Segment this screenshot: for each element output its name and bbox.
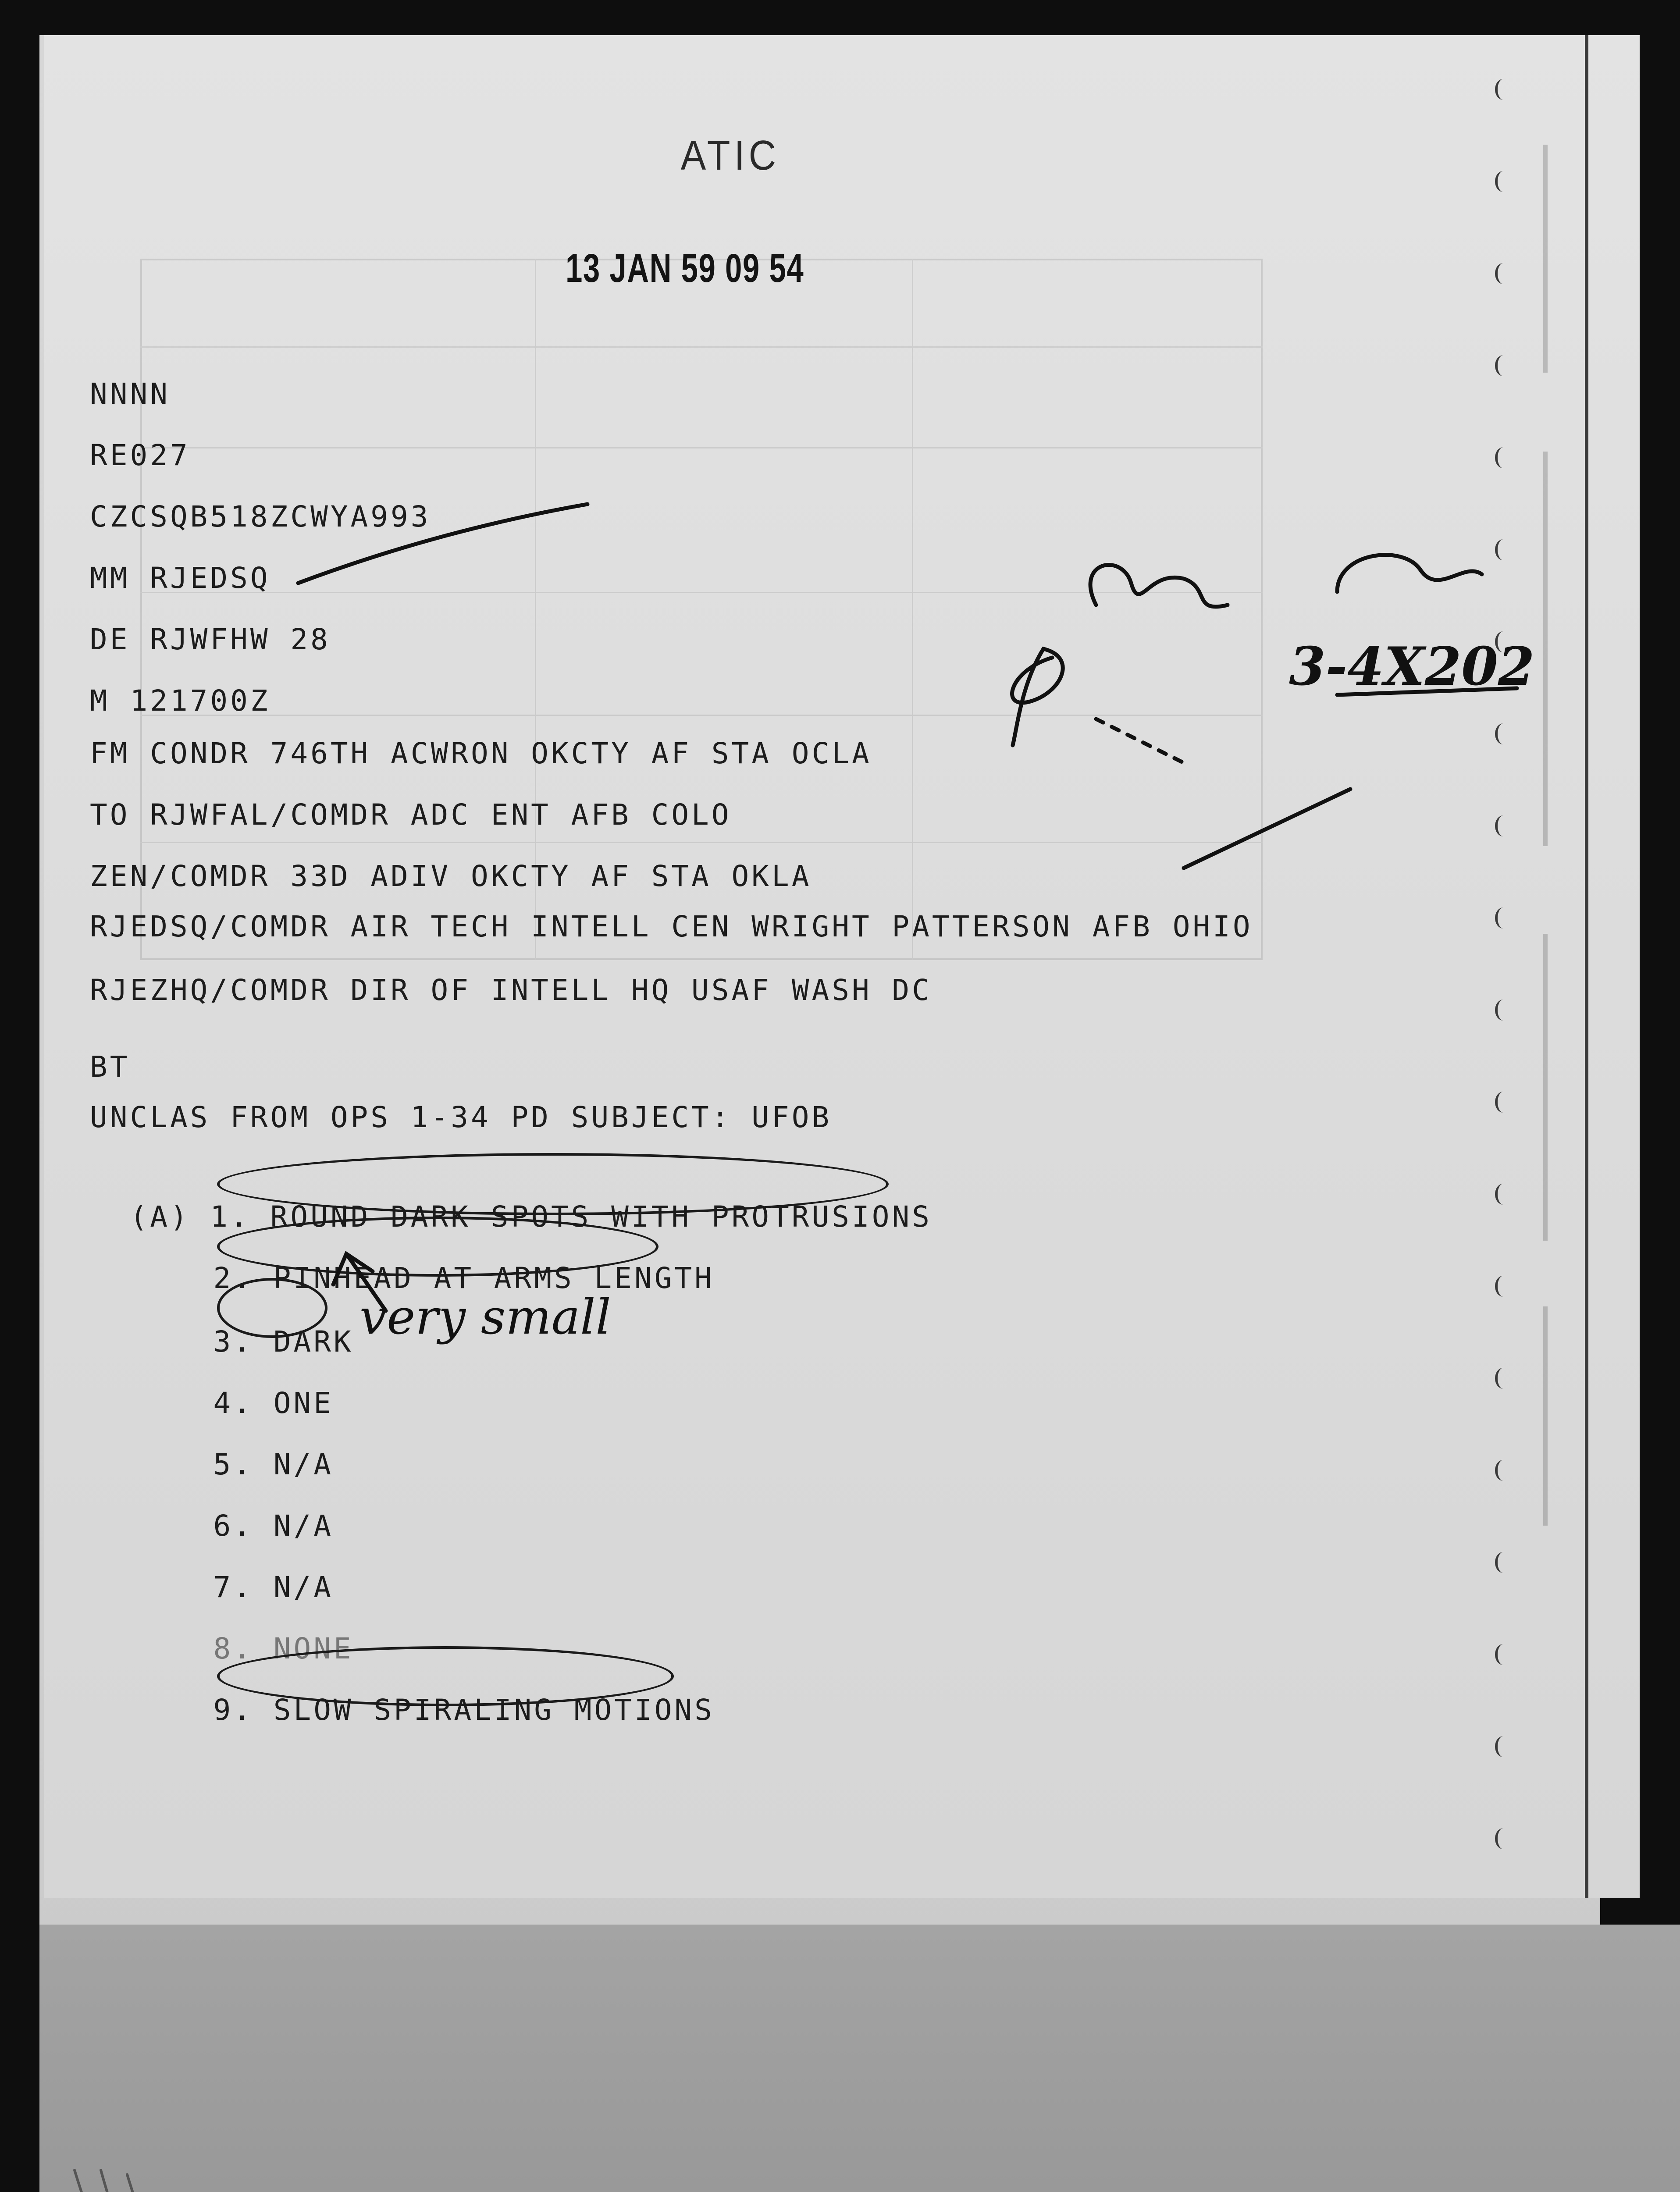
perforation-mark [1495,631,1512,652]
item-text: NONE [273,1632,354,1665]
ink-scribble [1090,565,1228,607]
routing-line: UNCLAS FROM OPS 1-34 PD SUBJECT: UFOB [90,1100,832,1134]
item-prefix: (A) 1. [130,1200,250,1234]
pencil-mark [101,2170,140,2192]
item-text: N/A [273,1509,334,1543]
atic-stamp: ATIC [680,132,780,179]
perforation-mark [1495,723,1512,744]
handwritten-case-number: 3-4X202 [1289,636,1535,697]
perforation-mark [1495,1184,1512,1205]
item-text: PINHEAD AT ARMS LENGTH [273,1261,715,1295]
item-text: ROUND DARK SPOTS WITH PROTRUSIONS [270,1200,932,1234]
case-number-underline [1337,688,1517,695]
perforation-mark [1495,263,1512,284]
perforation-mark [1495,1736,1512,1757]
item-prefix: 5. [213,1448,253,1481]
perforation-mark [1495,1000,1512,1021]
arrow-shaft [346,1254,386,1311]
routing-line: MM RJEDSQ [90,561,271,595]
perforation-mark [1495,1368,1512,1389]
item-prefix: 7. [213,1570,253,1604]
routing-line: RJEZHQ/COMDR DIR OF INTELL HQ USAF WASH DC [90,973,932,1007]
routing-line: M 121700Z [90,684,271,718]
handwritten-note: very small [359,1289,611,1345]
item-text: N/A [273,1448,334,1481]
ink-scribble [1337,555,1482,592]
perforation-mark [1495,171,1512,192]
pencil-mark [127,2174,167,2192]
ink-scribble [1012,649,1063,745]
item-prefix: 9. [213,1693,253,1727]
perforation-mark [1495,447,1512,468]
date-time-stamp: 13 JAN 59 09 54 [566,246,804,291]
routing-line: BT [90,1050,130,1084]
item-prefix: 8. [213,1632,253,1665]
pencil-mark [75,2170,114,2192]
routing-line: TO RJWFAL/COMDR ADC ENT AFB COLO [90,798,732,832]
item-text: ONE [273,1386,334,1420]
perforation-mark [1495,815,1512,836]
routing-line: DE RJWFHW 28 [90,623,331,656]
routing-line: RE027 [90,438,190,472]
ink-slash [1184,789,1350,868]
routing-line: NNNN [90,377,170,411]
perforation-mark [1495,907,1512,929]
routing-line: ZEN/COMDR 33D ADIV OKCTY AF STA OKLA [90,859,812,893]
perforation-mark [1495,1092,1512,1113]
perforation-mark [1495,1276,1512,1297]
item-text: N/A [273,1570,334,1604]
routing-line: FM CONDR 746TH ACWRON OKCTY AF STA OCLA [90,737,872,770]
routing-line: RJEDSQ/COMDR AIR TECH INTELL CEN WRIGHT PATTERSON AFB OHIO [90,910,1253,943]
perforation-mark [1495,1552,1512,1573]
perforation-mark [1495,1644,1512,1665]
perforation-mark [1495,1460,1512,1481]
item-prefix: 2. [213,1261,253,1295]
item-text: SLOW SPIRALING MOTIONS [273,1693,715,1727]
item-text: DARK [273,1325,354,1359]
item-prefix: 4. [213,1386,253,1420]
ink-stroke [298,504,587,583]
item-prefix: 6. [213,1509,253,1543]
perforation-mark [1495,1828,1512,1849]
perforation-mark [1495,539,1512,560]
routing-line: CZCSQB518ZCWYA993 [90,500,431,534]
perforation-mark [1495,79,1512,100]
ink-dots [1096,719,1184,763]
item-prefix: 3. [213,1325,253,1359]
perforation-mark [1495,355,1512,376]
